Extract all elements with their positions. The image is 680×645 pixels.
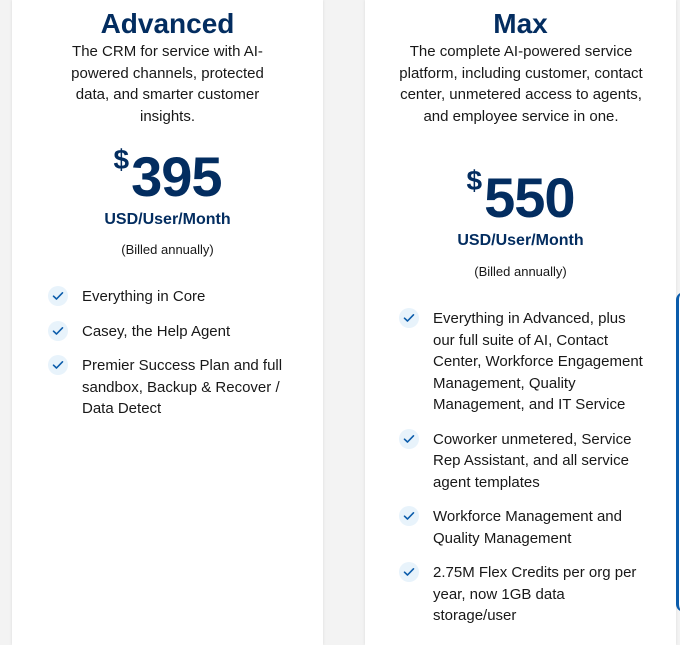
feature-item xyxy=(399,562,645,627)
feature-list xyxy=(48,286,288,433)
price-amount: 395 xyxy=(131,145,222,208)
plan-description: The CRM for service with AI-powered channels, protected data, and smarter customer insights. xyxy=(71,43,264,125)
feature-text: Casey, the Help Agent xyxy=(82,322,231,340)
feature-text: 2.75M Flex Credits per org per year, now 1GB data storage/user xyxy=(433,564,637,624)
plan-card-max xyxy=(365,0,676,645)
check-icon xyxy=(399,562,419,582)
feature-item xyxy=(48,286,288,308)
check-icon xyxy=(48,286,68,306)
check-icon xyxy=(399,506,419,526)
plan-name: Advanced xyxy=(100,8,235,39)
feature-item xyxy=(399,308,645,416)
feature-text: Premier Success Plan and full sandbox, Backup & Recover / Data Detect xyxy=(82,357,283,417)
billing-note: (Billed annually) xyxy=(474,264,567,279)
check-icon xyxy=(399,308,419,328)
price-unit: USD/User/Month xyxy=(457,232,584,249)
feature-text: Coworker unmetered, Service Rep Assistant, and all service agent templates xyxy=(433,430,632,491)
next-plan-card-edge xyxy=(676,292,680,612)
feature-text: Everything in Advanced, plus our full suite of AI, Contact Center, Workforce Engagement Management, Quality Management, and IT Service xyxy=(433,310,643,413)
feature-item xyxy=(48,355,288,420)
check-icon xyxy=(399,429,419,449)
feature-text: Workforce Management and Quality Management xyxy=(433,508,622,547)
check-icon xyxy=(48,355,68,375)
feature-text: Everything in Core xyxy=(82,288,206,305)
plan-card-advanced xyxy=(12,0,323,645)
feature-list xyxy=(399,308,645,640)
plan-name: Max xyxy=(493,8,548,39)
price xyxy=(365,165,676,229)
feature-item xyxy=(399,429,645,494)
feature-item xyxy=(48,321,288,343)
check-icon xyxy=(48,321,68,341)
price-currency: $ xyxy=(466,165,483,196)
billing-note: (Billed annually) xyxy=(121,242,214,257)
feature-item xyxy=(399,506,645,549)
price xyxy=(12,144,323,208)
price-amount: 550 xyxy=(484,166,575,229)
plan-description: The complete AI-powered service platform, including customer, contact center, unmetered access to agents, and employee service in one. xyxy=(399,43,643,125)
price-unit: USD/User/Month xyxy=(104,211,231,228)
price-currency: $ xyxy=(113,144,130,175)
